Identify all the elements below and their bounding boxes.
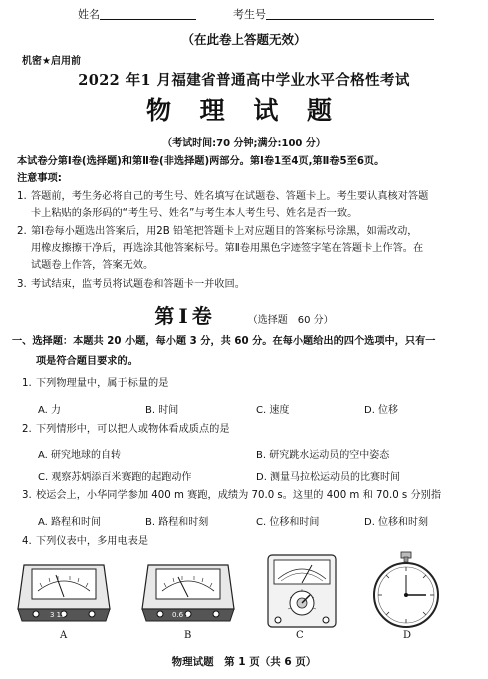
name-blank (100, 8, 196, 20)
note-1-line-2: 卡上粘贴的条形码的“考生号、姓名”与考生本人考生号、姓名是否一致。 (31, 208, 358, 219)
exam-title: 2022 年1 月福建省普通高中学业水平合格性考试 (78, 72, 410, 89)
q3-option-c: C. 位移和时间 (256, 517, 320, 528)
figure-d-label: D (403, 630, 412, 641)
note-2-line-2: 用橡皮擦擦干净后，再选涂其他答案标号。第Ⅱ卷用黑色字迹签字笔在答题卡上作答。在 (31, 243, 424, 254)
exam-timing: （考试时间:70 分钟;满分:100 分） (162, 138, 326, 149)
volume-1-heading (0, 300, 488, 329)
invalid-answer-note: （在此卷上答题无效） (181, 32, 307, 47)
q3-option-d: D. 位移和时刻 (364, 517, 429, 528)
meter-a-figure (14, 557, 114, 627)
note-1-number: 1. (17, 191, 27, 202)
q1-option-a: A. 力 (38, 405, 62, 416)
note-2 (17, 223, 473, 240)
confidential-mark: 机密★启用前 (22, 56, 81, 67)
note-1-line-1: 答题前，考生务必将自己的考生号、姓名填写在试题卷、答题卡上。考生要认真核对答题 (31, 191, 429, 202)
question-4 (22, 534, 148, 550)
q1-option-c: C. 速度 (256, 405, 290, 416)
note-2-number: 2. (17, 226, 27, 237)
meter-b-figure (138, 557, 238, 627)
section-1-instruction-line-2: 项是符合题目要求的。 (36, 356, 138, 367)
note-3-number: 3. (17, 279, 27, 290)
question-3-stem: 校运会上，小华同学参加 400 m 赛跑，成绩为 70.0 s。这里的 400 m 和 70.0 s 分别指 (36, 490, 442, 501)
name-label: 姓名 (78, 8, 100, 21)
note-2-line-1: 第Ⅰ卷每小题选出答案后，用2B 铅笔把答题卡上对应题目的答案标号涂黑，如需改动， (31, 226, 418, 237)
question-1-stem: 下列物理量中，属于标量的是 (36, 378, 169, 389)
question-3 (22, 488, 482, 504)
section-1-instruction-line-1: 一、选择题：本题共 20 小题，每小题 3 分，共 60 分。在每小题给出的四个选项中，只有一 (12, 336, 436, 347)
q3-option-b: B. 路程和时刻 (145, 517, 209, 528)
paper-structure: 本试卷分第Ⅰ卷(选择题)和第Ⅱ卷(非选择题)两部分。第Ⅰ卷1至4页,第Ⅱ卷5至6页。 (17, 156, 385, 167)
question-4-number: 4. (22, 536, 32, 547)
q1-option-b: B. 时间 (145, 405, 179, 416)
q3-option-a: A. 路程和时间 (38, 517, 102, 528)
q2-option-b: B. 研究跳水运动员的空中姿态 (256, 450, 390, 461)
note-3-text: 考试结束，监考员将试题卷和答题卡一并收回。 (31, 279, 245, 290)
student-id-label: 考生号 (233, 8, 266, 21)
notes-title: 注意事项: (17, 173, 62, 184)
question-3-number: 3. (22, 490, 32, 501)
volume-1-subtitle: （选择题 60 分） (247, 315, 334, 326)
student-id-blank (266, 8, 434, 20)
student-info-fields (78, 6, 434, 22)
note-1 (17, 188, 473, 205)
subject-title: 物 理 试 题 (145, 96, 343, 125)
figure-a-label: A (60, 630, 68, 641)
figure-c-label: C (296, 630, 304, 641)
question-1 (22, 376, 168, 392)
figure-b-label: B (184, 630, 192, 641)
q2-option-c: C. 观察苏炳添百米赛跑的起跑动作 (38, 472, 192, 483)
q2-option-d: D. 测量马拉松运动员的比赛时间 (256, 472, 401, 483)
volume-1-title: 第Ⅰ卷 (154, 304, 216, 328)
question-2-number: 2. (22, 424, 32, 435)
question-2-stem: 下列情形中，可以把人或物体看成质点的是 (36, 424, 230, 435)
question-4-stem: 下列仪表中，多用电表是 (36, 536, 149, 547)
q2-option-a: A. 研究地球的自转 (38, 450, 122, 461)
question-2 (22, 422, 230, 438)
page-footer: 物理试题 第 1 页（共 6 页） (171, 656, 317, 668)
meter-a-scale-label: 3 15 (50, 611, 66, 619)
question-1-number: 1. (22, 378, 32, 389)
stopwatch-figure (370, 551, 442, 629)
note-2-line-3: 试题卷上作答，答案无效。 (31, 260, 154, 271)
q1-option-d: D. 位移 (364, 405, 399, 416)
note-3 (17, 276, 473, 293)
multimeter-figure (262, 553, 342, 629)
meter-b-scale-label: 0.6 3 (172, 611, 190, 619)
